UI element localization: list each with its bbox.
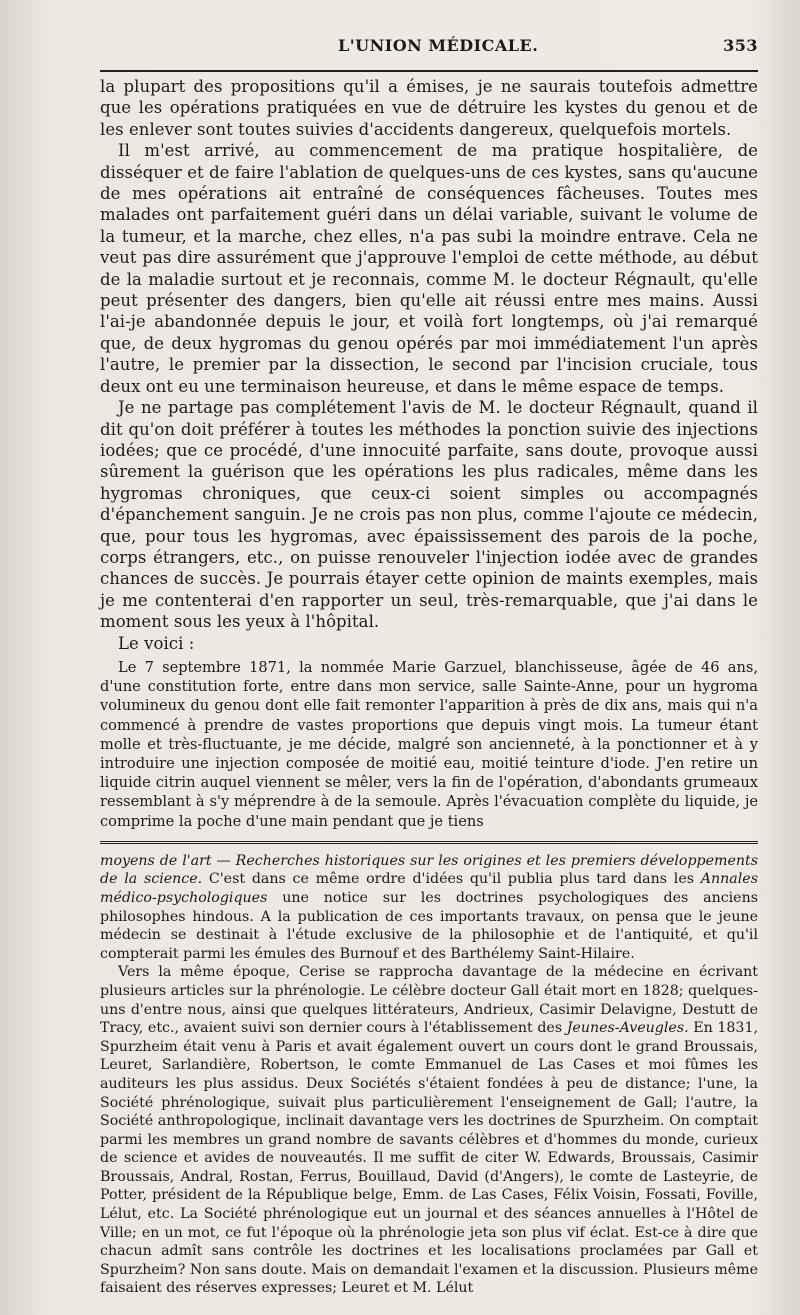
feuilleton-text: En 1831, Spurzheim était venu à Paris et avait également ouvert un cours dont le grand Broussais, Leuret, Sarlandière, Robertson, le comte Emmanuel de Las Cases et moi fûmes les auditeurs les plus assidus. Deux Sociétés s'étaient fondées à peu de distance; l'une, la Société phrénologique, suivait plus particulièrement l'enseignement de Gall; l'autre, la Société anthropologique, inclinait davantage vers les doctrines de Spurzheim. On comptait parmi les membres un grand nombre de savants célèbres et d'hommes du monde, curieux de science et avides de nouveautés. Il me suffit de citer W. Edwards, Broussais, Casimir Broussais, Andral, Rostan, Ferrus, Bouillaud, David (d'Angers), le comte de Lasteyrie, de Potter, président de la République belge, Emm. de Las Cases, Félix Voisin, Fossati, Foville, Lélut, etc. La Société phrénologique eut un journal et des séances annuelles à l'Hôtel de Ville; en un mot, ce fut l'époque où la phrénologie jeta son plus vif éclat. Est-ce à dire que chacun admît sans contrôle les doctrines et les localisations proclamées par Gall et Spurzheim? Non sans doute. Mais on demandait l'examen et la discussion. Plusieurs même faisaient des réserves expresses; Leuret et M. Lélut	[100, 1020, 758, 1297]
feuilleton-paragraph-2	[100, 963, 758, 1298]
paragraph-3: Je ne partage pas complétement l'avis de M. le docteur Régnault, quand il dit qu'on doit préférer à toutes les méthodes la ponction suivie des injections iodées; que ce procédé, d'une innocuité parfaite, sans doute, provoque aussi sûrement la guérison que les opérations les plus radicales, même dans les hygromas chroniques, que ceux-ci soient simples ou accompagnés d'épanchement sanguin. Je ne crois pas non plus, comme l'ajoute ce médecin, que, pour tous les hygromas, avec épaississement des parois de la poche, corps étrangers, etc., on puisse renouveler l'injection iodée avec de grandes chances de succès. Je pourrais étayer cette opinion de maints exemples, mais je me contenterai d'en rapporter un seul, très-remarquable, que j'ai dans le moment sous les yeux à l'hôpital.	[100, 398, 758, 632]
paragraph-4: Le voici :	[118, 633, 195, 653]
feuilleton-italic-heading: moyens de l'art — Recherches historiques sur les origines et les premiers développements de la science.	[100, 852, 758, 888]
paragraph-1: la plupart des propositions qu'il a émises, je ne saurais toutefois admettre que les opérations pratiquées en vue de détruire les kystes du genou et de les enlever sont toutes suivies d'accidents dangereux, quelquefois mortels.	[100, 77, 758, 139]
feuilleton-italic-title: Annales médico-psychologiques	[100, 871, 758, 906]
feuilleton-paragraph-1	[100, 852, 758, 964]
header-rule	[100, 70, 758, 72]
page-number: 353	[723, 36, 758, 55]
feuilleton-text: C'est dans ce même ordre d'idées qu'il publia plus tard dans les	[202, 871, 701, 888]
journal-title: L'UNION MÉDICALE.	[338, 36, 539, 55]
case-paragraph: Le 7 septembre 1871, la nommée Marie Garzuel, blanchisseuse, âgée de 46 ans, d'une constitution forte, entre dans mon service, salle Sainte-Anne, pour un hygroma volumineux du genou dont elle fait remonter l'apparition à près de dix ans, mais qui n'a commencé à prendre de vastes proportions que depuis vingt mois. La tumeur étant molle et très-fluctuante, je me décide, malgré son ancienneté, à la ponctionner et à y introduire une injection composée de moitié eau, moitié teinture d'iode. J'en retire un liquide citrin auquel viennent se mêler, vers la fin de l'opération, d'abondants grumeaux ressemblant à s'y méprendre à de la semoule. Après l'évacuation complète du liquide, je comprime la poche d'une main pendant que je tiens	[100, 658, 758, 830]
feuilleton-italic-title: Jeunes-Aveugles.	[566, 1020, 689, 1037]
paragraph-2: Il m'est arrivé, au commencement de ma pratique hospitalière, de disséquer et de faire l'ablation de quelques-uns de ces kystes, sans qu'aucune de mes opérations ait entraîné de conséquences fâcheuses. Toutes mes malades ont parfaitement guéri dans un délai variable, suivant le volume de la tumeur, et la marche, chez elles, n'a pas subi la moindre entrave. Cela ne veut pas dire assurément que j'approuve l'emploi de cette méthode, au début de la maladie surtout et je reconnais, comme M. le docteur Régnault, qu'elle peut présenter des dangers, bien qu'elle ait réussi entre mes mains. Aussi l'ai-je abandonnée depuis le jour, et voilà fort longtemps, où j'ai remarqué que, de deux hygromas du genou opérés par moi immédiatement l'un après l'autre, le premier par la dissection, le second par l'incision cruciale, tous deux ont eu une terminaison heureuse, et dans le même espace de temps.	[100, 141, 758, 396]
main-article	[100, 76, 758, 654]
case-report	[100, 658, 758, 831]
feuilleton-text: Vers la même époque, Cerise se rapprocha davantage de la médecine en écrivant plusieurs articles sur la phrénologie. Le célèbre docteur Gall était mort en 1828; quelques-uns d'entre nous, ainsi que quelques littérateurs, Andrieux, Casimir Delavigne, Destutt de Tracy, etc., avaient suivi son dernier cours à l'établissement des	[100, 964, 758, 1037]
running-header	[100, 30, 758, 58]
feuilleton	[100, 852, 758, 1298]
feuilleton-divider	[100, 841, 758, 844]
feuilleton-text: une notice sur les doctrines psychologiques des anciens philosophes hindous. A la publication de ces importants travaux, on pensa que le jeune médecin se destinait à l'étude exclusive de la philosophie et de l'antiquité, et qu'il compterait parmi les émules des Burnouf et des Barthélemy Saint-Hilaire.	[100, 889, 758, 962]
